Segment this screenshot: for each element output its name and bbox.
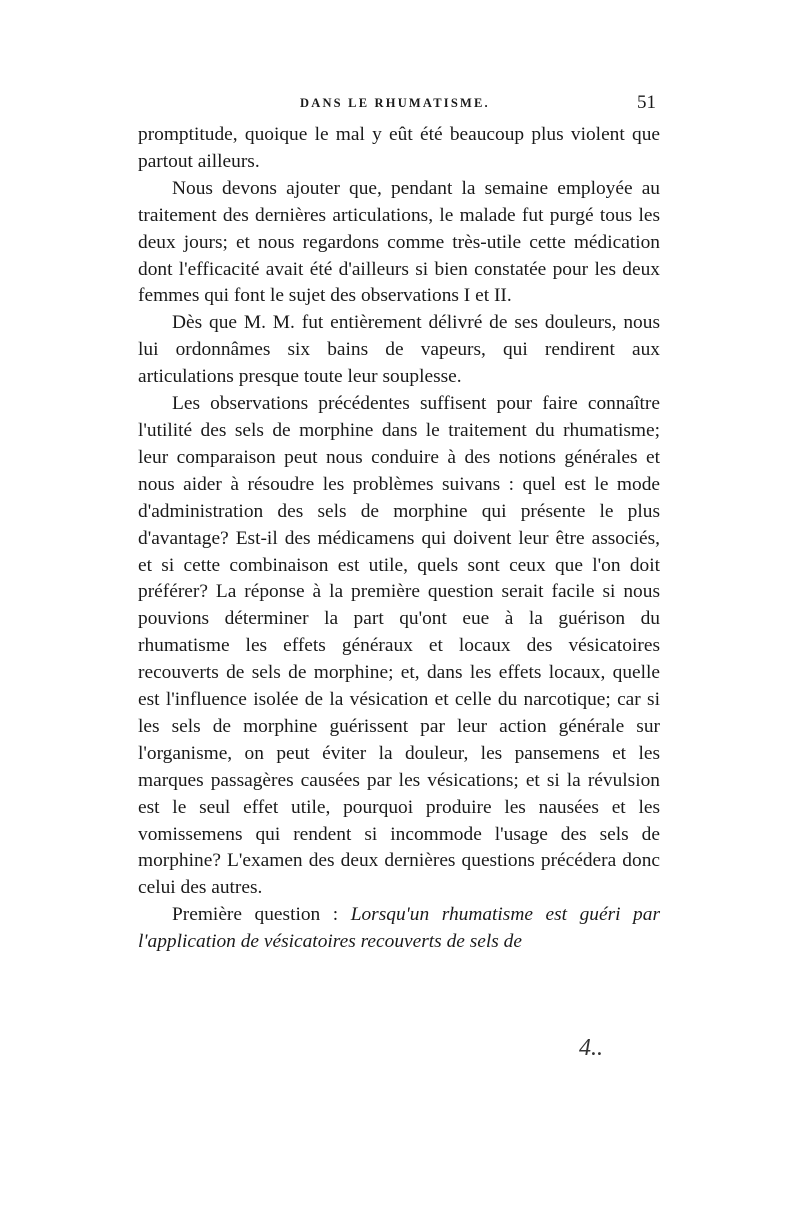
running-title: DANS LE RHUMATISME.: [300, 96, 490, 110]
body-text: [138, 122, 660, 956]
paragraph-purgation: Nous devons ajouter que, pendant la semaine employée au traitement des dernières articulations, le malade fut purgé tous les deux jours; et nous regardons comme très-utile cette médication dont l'efficacité avait été d'ailleurs si bien constatée pour les deux femmes qui font le sujet des observations I et II.: [138, 177, 660, 307]
paragraph-vapour-baths: Dès que M. M. fut entièrement délivré de ses douleurs, nous lui ordonnâmes six bains de vapeurs, qui rendirent aux articulations presque toute leur souplesse.: [138, 312, 660, 388]
signature-mark: 4..: [579, 1035, 603, 1061]
paragraph-continuation: promptitude, quoique le mal y eût été beaucoup plus violent que partout ailleurs.: [138, 124, 660, 172]
first-question-lead: Première question :: [172, 904, 351, 926]
running-head: [138, 92, 660, 122]
book-page: [138, 92, 660, 956]
paragraph-first-question: [138, 902, 660, 956]
paragraph-general-notions: Les observations précédentes suffisent pour faire connaître l'utilité des sels de morphine dans le traitement du rhumatisme; leur comparaison peut nous conduire à des notions générales et nous aider à résoudre les problèmes suivans : quel est le mode d'administration des sels de morphine qui présente le plus d'avantage? Est-il des médicamens qui doivent leur être associés, et si cette combinaison est utile, quels sont ceux que l'on doit préférer? La réponse à la première question serait facile si nous pouvions déterminer la part qu'ont eue à la guérison du rhumatisme les effets généraux et locaux des vésicatoires recouverts de sels de morphine; et, dans les effets locaux, quelle est l'influence isolée de la vésication et celle du narcotique; car si les sels de morphine guérissent par leur action générale sur l'organisme, on peut éviter la douleur, les pansemens et les marques passagères causées par les vésications; et si la révulsion est le seul effet utile, pourquoi produire les nausées et les vomissemens qui rendent si incommode l'usage des sels de morphine? L'examen des deux dernières questions précédera donc celui des autres.: [138, 393, 660, 899]
first-question-italic: Lorsqu'un rhumatisme est guéri par l'application de vésicatoires recouverts de sels de: [138, 904, 660, 953]
page-number: 51: [637, 92, 656, 113]
